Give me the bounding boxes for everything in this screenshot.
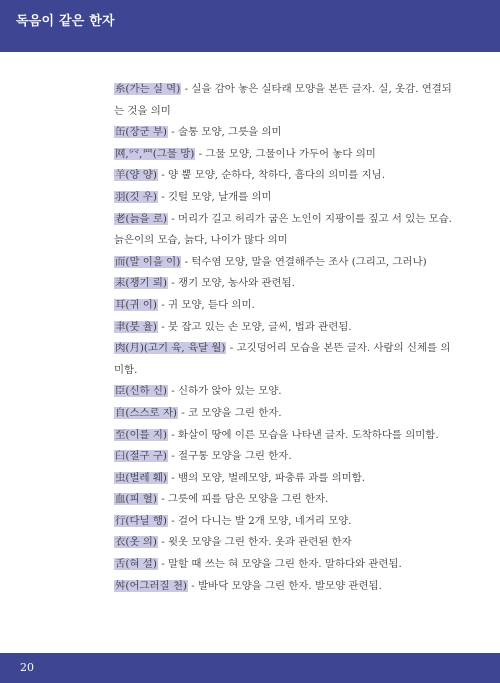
entry-description: - 절구통 모양을 그린 한자. [167, 450, 292, 463]
entry-description: - 붓 잡고 있는 손 모양, 글씨, 법과 관련됨. [157, 320, 352, 333]
entry-item [114, 425, 454, 447]
entry-term: 老(늙을 로) [115, 212, 167, 225]
entry-term: 耒(쟁기 뢰) [115, 277, 167, 290]
entry-item [114, 295, 454, 317]
entry-description: - 화살이 땅에 이른 모습을 나타낸 글자. 도착하다를 의미함. [167, 428, 439, 441]
entry-term: 血(피 혈) [115, 493, 157, 506]
entry-term: 行(다닐 행) [115, 514, 167, 527]
entry-item [114, 338, 454, 381]
entry-description: - 뱀의 모양, 벌레모양, 파충류 과를 의미함. [167, 471, 366, 484]
entry-item [114, 381, 454, 403]
entry-description: - 깃털 모양, 날개를 의미 [157, 190, 272, 203]
entry-term: 耳(귀 이) [115, 298, 157, 311]
entry-term: 臣(신하 신) [115, 385, 167, 398]
entry-description: - 귀 모양, 듣다 의미. [157, 298, 255, 311]
entry-item [114, 144, 454, 166]
entry-term: 虫(벌레 훼) [115, 471, 167, 484]
entry-item [114, 165, 454, 187]
entry-term: 衣(옷 의) [115, 536, 157, 549]
entry-description: - 신하가 앉아 있는 모양. [167, 385, 282, 398]
entry-item [114, 554, 454, 576]
entry-description: - 턱수염 모양, 말을 연결해주는 조사 (그리고, 그러나) [181, 255, 427, 268]
entry-item [114, 209, 454, 252]
entry-description: - 머리가 길고 허리가 굽은 노인이 지팡이를 짚고 서 있는 모습. 늙은이의 모습, 늙다, 나이가 많다 의미 [114, 212, 452, 247]
entry-description: - 그릇에 피를 담은 모양을 그린 한자. [157, 493, 329, 506]
footer-bar [0, 653, 500, 683]
entry-term: 至(이를 지) [115, 428, 167, 441]
entry-description: - 말할 때 쓰는 혀 모양을 그린 한자. 말하다와 관련됨. [157, 558, 402, 571]
entry-description: - 쟁기 모양, 농사와 관련됨. [167, 277, 295, 290]
entry-item [114, 79, 454, 122]
entry-item [114, 532, 454, 554]
entry-term: 舌(혀 설) [115, 558, 157, 571]
entry-term: 肉(月)(고기 육, 육달 월) [115, 342, 226, 355]
page-number: 20 [20, 661, 34, 674]
entry-term: 聿(붓 율) [115, 320, 157, 333]
entry-item [114, 511, 454, 533]
entry-description: - 발바닥 모양을 그린 한자. 발모양 관련됨. [188, 579, 382, 592]
entry-item [114, 122, 454, 144]
entry-term: 羊(양 양) [115, 169, 157, 182]
entry-term: 糸(가는 실 멱) [115, 83, 181, 95]
entry-term: 网,㓁,罒(그물 망) [115, 147, 195, 160]
header-bar [0, 0, 500, 52]
entry-item [114, 317, 454, 339]
entry-item [114, 489, 454, 511]
entry-term: 自(스스로 자) [115, 406, 177, 419]
entry-description: - 양 뿔 모양, 순하다, 착하다, 흠다의 의미를 지님. [157, 169, 386, 182]
entry-item [114, 273, 454, 295]
entry-description: - 술통 모양, 그릇을 의미 [167, 126, 282, 139]
entry-item [114, 187, 454, 209]
entry-description: - 그물 모양, 그물이나 가두어 놓다 의미 [195, 147, 376, 160]
entry-description: - 걸어 다니는 발 2개 모양, 네거리 모양. [167, 514, 352, 527]
entry-description: - 고깃덩어리 모습을 본뜬 글자. 사람의 신체를 의미함. [114, 342, 451, 376]
entry-item [114, 576, 454, 598]
entry-item [114, 403, 454, 425]
entry-term: 羽(깃 우) [115, 190, 157, 203]
entry-term: 缶(장군 부) [115, 126, 167, 139]
entry-list [114, 79, 454, 597]
entry-term: 而(말 이을 이) [115, 255, 181, 268]
entry-term: 舛(어그러질 천) [115, 579, 187, 592]
entry-description: - 실을 감아 놓은 실타래 모양을 본뜬 글자. 실, 옷감. 연결되는 것을 의미 [114, 83, 452, 117]
entry-description: - 윗옷 모양을 그린 한자. 옷과 관련된 한자 [157, 536, 352, 549]
entry-item [114, 252, 454, 274]
entry-term: 臼(절구 구) [115, 450, 167, 463]
entry-item [114, 446, 454, 468]
section-title: 독음이 같은 한자 [16, 14, 115, 29]
entry-item [114, 468, 454, 490]
entry-description: - 코 모양을 그린 한자. [177, 406, 282, 419]
